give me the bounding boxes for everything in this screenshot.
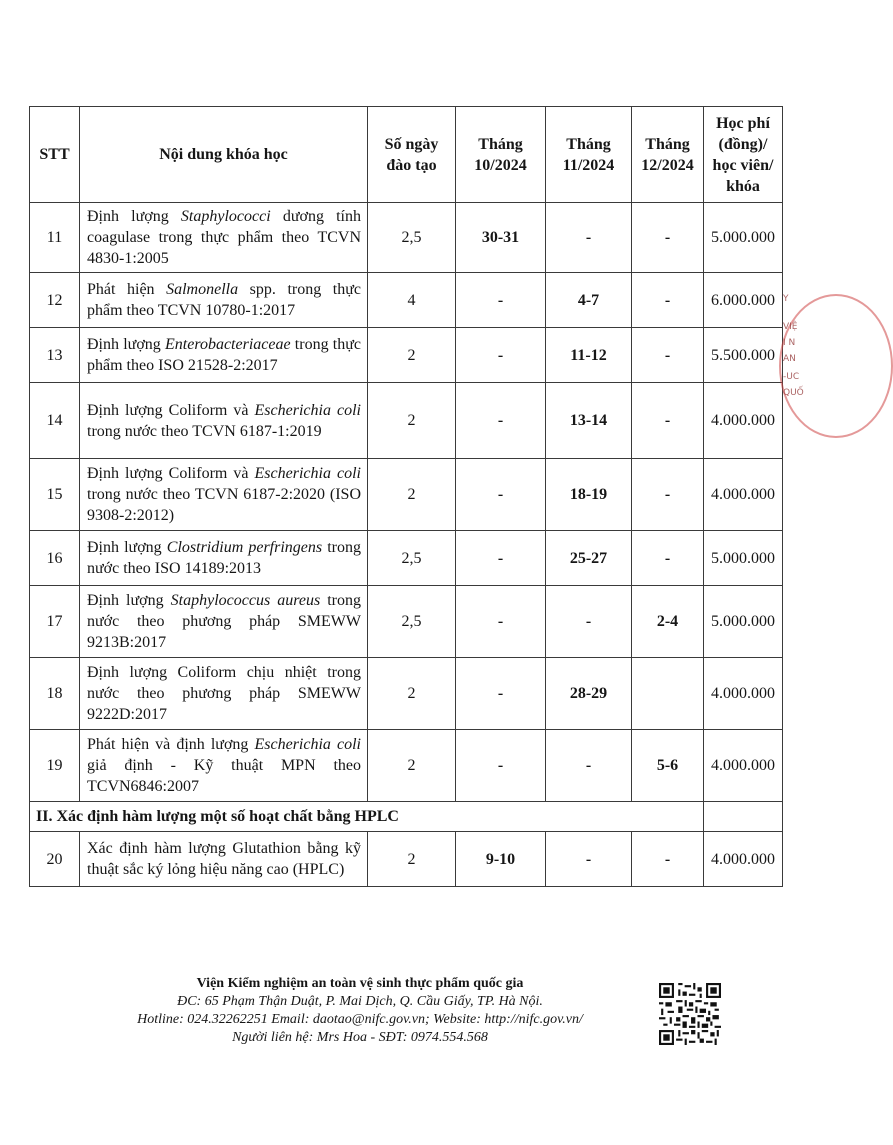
row-month-12: -	[632, 328, 704, 383]
course-schedule-table	[29, 106, 783, 887]
stamp-text: Y	[783, 294, 789, 304]
content-italic: Clostridium perfringens	[166, 539, 323, 556]
row-month-11: 13-14	[546, 383, 632, 459]
header-fee: Học phí (đồng)/ học viên/ khóa	[704, 107, 783, 203]
row-days: 2	[368, 459, 456, 531]
table-header-row	[30, 107, 783, 203]
row-stt: 19	[30, 730, 80, 802]
row-month-11: -	[546, 832, 632, 887]
row-content: Xác định hàm lượng Glutathion bằng kỹ thuật sắc ký lỏng hiệu năng cao (HPLC)	[80, 832, 368, 887]
row-days: 2	[368, 658, 456, 730]
row-fee: 4.000.000	[704, 383, 783, 459]
row-month-10: -	[456, 383, 546, 459]
row-days: 2	[368, 730, 456, 802]
row-stt: 15	[30, 459, 80, 531]
content-text-rest: trong nước theo TCVN 6187-1:2019	[87, 422, 322, 440]
row-month-12: -	[632, 203, 704, 273]
table-row	[30, 328, 783, 383]
row-month-12: -	[632, 832, 704, 887]
content-italic: Escherichia coli	[254, 465, 361, 482]
content-text: Định lượng Coliform và	[87, 465, 255, 482]
row-month-12: 2-4	[632, 586, 704, 658]
header-month-10: Tháng 10/2024	[456, 107, 546, 203]
row-month-10: -	[456, 328, 546, 383]
table-row	[30, 586, 783, 658]
content-text: Phát hiện	[87, 281, 167, 298]
row-month-12: 5-6	[632, 730, 704, 802]
row-content	[80, 586, 368, 658]
page-footer	[90, 975, 630, 1047]
content-text-rest: giả định - Kỹ thuật MPN theo TCVN6846:2007	[87, 757, 361, 795]
header-content: Nội dung khóa học	[80, 107, 368, 203]
row-fee: 6.000.000	[704, 273, 783, 328]
row-month-10: -	[456, 273, 546, 328]
row-content	[80, 730, 368, 802]
content-text: Định lượng	[87, 208, 181, 225]
row-content	[80, 203, 368, 273]
table-row	[30, 531, 783, 586]
header-month-11: Tháng 11/2024	[546, 107, 632, 203]
footer-address: ĐC: 65 Phạm Thận Duật, P. Mai Dịch, Q. Cầu Giấy, TP. Hà Nội.	[177, 994, 543, 1009]
stamp-text: QUỐ	[783, 388, 804, 398]
stamp-ring	[779, 294, 893, 438]
row-month-10: -	[456, 658, 546, 730]
section-title: II. Xác định hàm lượng một số hoạt chất bằng HPLC	[30, 802, 704, 832]
row-month-10: -	[456, 730, 546, 802]
row-stt: 13	[30, 328, 80, 383]
row-month-12: -	[632, 273, 704, 328]
content-italic: Escherichia coli	[254, 736, 361, 753]
row-fee: 5.000.000	[704, 586, 783, 658]
row-month-11: 4-7	[546, 273, 632, 328]
row-month-11: -	[546, 730, 632, 802]
stamp-text: -UC	[783, 372, 800, 382]
row-month-11: 18-19	[546, 459, 632, 531]
table-row	[30, 459, 783, 531]
row-days: 2,5	[368, 203, 456, 273]
footer-person: Người liên hệ: Mrs Hoa - SĐT: 0974.554.568	[232, 1030, 488, 1045]
header-days: Số ngày đào tạo	[368, 107, 456, 203]
table-row	[30, 383, 783, 459]
stamp-text: VIỆ	[783, 322, 798, 332]
content-text-rest: trong nước theo phương pháp SMEWW 9213B:2017	[87, 592, 361, 651]
row-month-10: 30-31	[456, 203, 546, 273]
row-content	[80, 273, 368, 328]
row-month-11: -	[546, 586, 632, 658]
content-text: Định lượng	[87, 336, 165, 353]
row-fee: 4.000.000	[704, 459, 783, 531]
content-text-rest: trong thực phẩm theo ISO 21528-2:2017	[87, 336, 361, 374]
row-content	[80, 328, 368, 383]
red-stamp-fragment	[775, 292, 804, 442]
stamp-text: I N	[783, 338, 796, 348]
content-text: Định lượng Coliform chịu nhiệt trong nước theo phương pháp SMEWW 9222D:2017	[87, 664, 361, 723]
content-text: Định lượng	[87, 592, 171, 609]
row-month-11: 28-29	[546, 658, 632, 730]
row-content	[80, 658, 368, 730]
row-content	[80, 531, 368, 586]
row-month-10: -	[456, 459, 546, 531]
row-stt: 20	[30, 832, 80, 887]
row-stt: 11	[30, 203, 80, 273]
content-text: Định lượng Coliform và	[87, 401, 255, 419]
content-text-rest: spp. trong thực phẩm theo TCVN 10780-1:2017	[87, 281, 361, 319]
content-italic: Staphylococci	[180, 208, 271, 225]
table-row	[30, 730, 783, 802]
row-stt: 16	[30, 531, 80, 586]
qr-code-icon	[659, 983, 721, 1045]
header-month-12: Tháng 12/2024	[632, 107, 704, 203]
row-days: 2,5	[368, 531, 456, 586]
row-month-12	[632, 658, 704, 730]
row-month-10: -	[456, 531, 546, 586]
row-month-12: -	[632, 383, 704, 459]
content-text: Phát hiện và định lượng	[87, 736, 255, 753]
table-row	[30, 832, 783, 887]
row-stt: 12	[30, 273, 80, 328]
content-text-rest: dương tính coagulase trong thực phẩm theo TCVN 4830-1:2005	[87, 208, 361, 267]
row-fee: 4.000.000	[704, 832, 783, 887]
footer-contact: Hotline: 024.32262251 Email: daotao@nifc.gov.vn; Website: http://nifc.gov.vn/	[137, 1012, 583, 1027]
content-italic: Salmonella	[166, 281, 239, 298]
section-row	[30, 802, 783, 832]
row-days: 4	[368, 273, 456, 328]
row-month-12: -	[632, 459, 704, 531]
header-stt: STT	[30, 107, 80, 203]
row-stt: 18	[30, 658, 80, 730]
row-fee: 5.000.000	[704, 531, 783, 586]
row-days: 2	[368, 328, 456, 383]
content-italic: Escherichia coli	[254, 401, 361, 419]
content-text: Định lượng	[87, 539, 167, 556]
row-fee: 4.000.000	[704, 730, 783, 802]
content-text-rest: trong nước theo TCVN 6187-2:2020 (ISO 9308-2:2012)	[87, 486, 361, 524]
stamp-text: AN	[783, 354, 796, 364]
footer-org: Viện Kiểm nghiệm an toàn vệ sinh thực phẩm quốc gia	[196, 976, 524, 991]
row-days: 2,5	[368, 586, 456, 658]
row-content	[80, 459, 368, 531]
row-month-11: 25-27	[546, 531, 632, 586]
table-row	[30, 273, 783, 328]
content-text-rest: trong nước theo ISO 14189:2013	[87, 539, 361, 577]
content-italic: Enterobacteriaceae	[165, 336, 291, 353]
table-row	[30, 658, 783, 730]
row-days: 2	[368, 383, 456, 459]
content-italic: Staphylococcus aureus	[170, 592, 321, 609]
row-month-12: -	[632, 531, 704, 586]
row-stt: 14	[30, 383, 80, 459]
section-empty-cell	[704, 802, 783, 832]
row-stt: 17	[30, 586, 80, 658]
row-fee: 5.500.000	[704, 328, 783, 383]
row-month-10: -	[456, 586, 546, 658]
row-fee: 5.000.000	[704, 203, 783, 273]
row-month-11: 11-12	[546, 328, 632, 383]
row-month-11: -	[546, 203, 632, 273]
row-fee: 4.000.000	[704, 658, 783, 730]
table-row	[30, 203, 783, 273]
row-content	[80, 383, 368, 459]
row-month-10: 9-10	[456, 832, 546, 887]
row-days: 2	[368, 832, 456, 887]
